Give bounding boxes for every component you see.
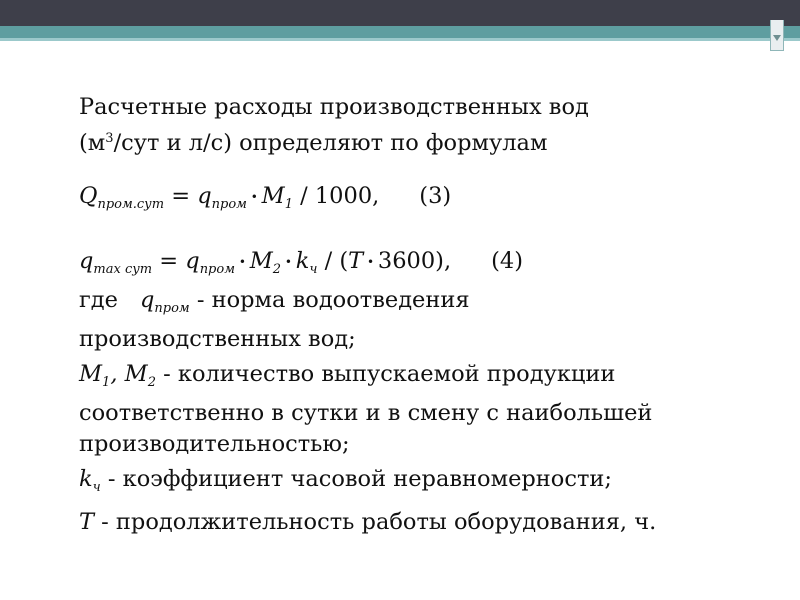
intro-line-2: [79, 123, 769, 159]
multiply-dot: •: [235, 255, 250, 269]
formula-3: [79, 181, 769, 220]
separator: ,: [110, 361, 125, 387]
header-thin-line: [0, 38, 800, 41]
formula-subscript: max сут: [93, 262, 153, 277]
formula-symbol: q: [185, 248, 200, 274]
formula-subscript: 1: [102, 375, 111, 390]
m-definition-line-1: [79, 359, 769, 398]
where-line: [79, 285, 769, 324]
k-definition-text: - коэффициент часовой неравномерности;: [100, 466, 612, 492]
formula-4: [79, 246, 769, 285]
k-definition: [79, 464, 769, 503]
formula-rest: 3600),: [377, 248, 452, 274]
multiply-dot: •: [363, 255, 378, 269]
cube-superscript: 3: [105, 131, 114, 146]
m-definition-text: - количество выпускаемой продукции: [155, 361, 616, 387]
formula-symbol: q: [79, 248, 94, 274]
formula-symbol: M: [124, 361, 148, 387]
formula-symbol: M: [261, 183, 285, 209]
intro-line-1: Расчетные расходы производственных вод: [79, 94, 589, 120]
where-line-2: производственных вод;: [79, 326, 356, 352]
formula-operator: =: [152, 248, 186, 274]
formula-subscript: ч: [309, 262, 318, 277]
formula-symbol: q: [197, 183, 212, 209]
formula-operator: =: [164, 183, 198, 209]
formula-operator: / (: [317, 248, 349, 274]
slide-body: [79, 92, 769, 538]
equation-number: (4): [491, 248, 523, 274]
formula-subscript: пром.сут: [97, 197, 165, 212]
formula-rest: / 1000,: [292, 183, 380, 209]
formula-symbol: q: [139, 287, 155, 313]
formula-subscript: 1: [284, 197, 293, 212]
m-definition-line-3: производительностью;: [79, 431, 350, 457]
formula-symbol: k: [79, 466, 93, 492]
multiply-dot: •: [246, 190, 262, 204]
t-definition: [79, 507, 769, 538]
t-definition-text: - продолжительность работы оборудования, ч.: [94, 509, 657, 535]
corner-tab-icon: [770, 20, 784, 51]
header-band: [0, 0, 800, 26]
formula-subscript: 2: [147, 375, 156, 390]
where-word: где: [79, 287, 118, 313]
multiply-dot: •: [281, 255, 296, 269]
formula-subscript: пром: [154, 301, 190, 316]
formula-symbol: k: [295, 248, 310, 274]
formula-subscript: 2: [272, 262, 282, 277]
where-definition: - норма водоотведения: [189, 287, 470, 313]
equation-number: (3): [419, 183, 452, 209]
formula-symbol: M: [79, 361, 103, 387]
m-definition-line-2: соответственно в сутки и в смену с наибольшей: [79, 400, 653, 426]
formula-subscript: пром: [211, 197, 247, 212]
header-accent-line: [0, 26, 800, 38]
triangle-icon: [773, 35, 781, 41]
formula-subscript: ч: [92, 480, 101, 495]
formula-symbol: T: [348, 248, 364, 274]
intro-text-b: /сут и л/с) определяют по формулам: [113, 130, 548, 156]
formula-symbol: T: [79, 509, 95, 535]
formula-symbol: M: [249, 248, 273, 274]
formula-symbol: Q: [79, 183, 98, 209]
formula-subscript: пром: [199, 262, 235, 277]
intro-text-a: (м: [79, 130, 106, 156]
